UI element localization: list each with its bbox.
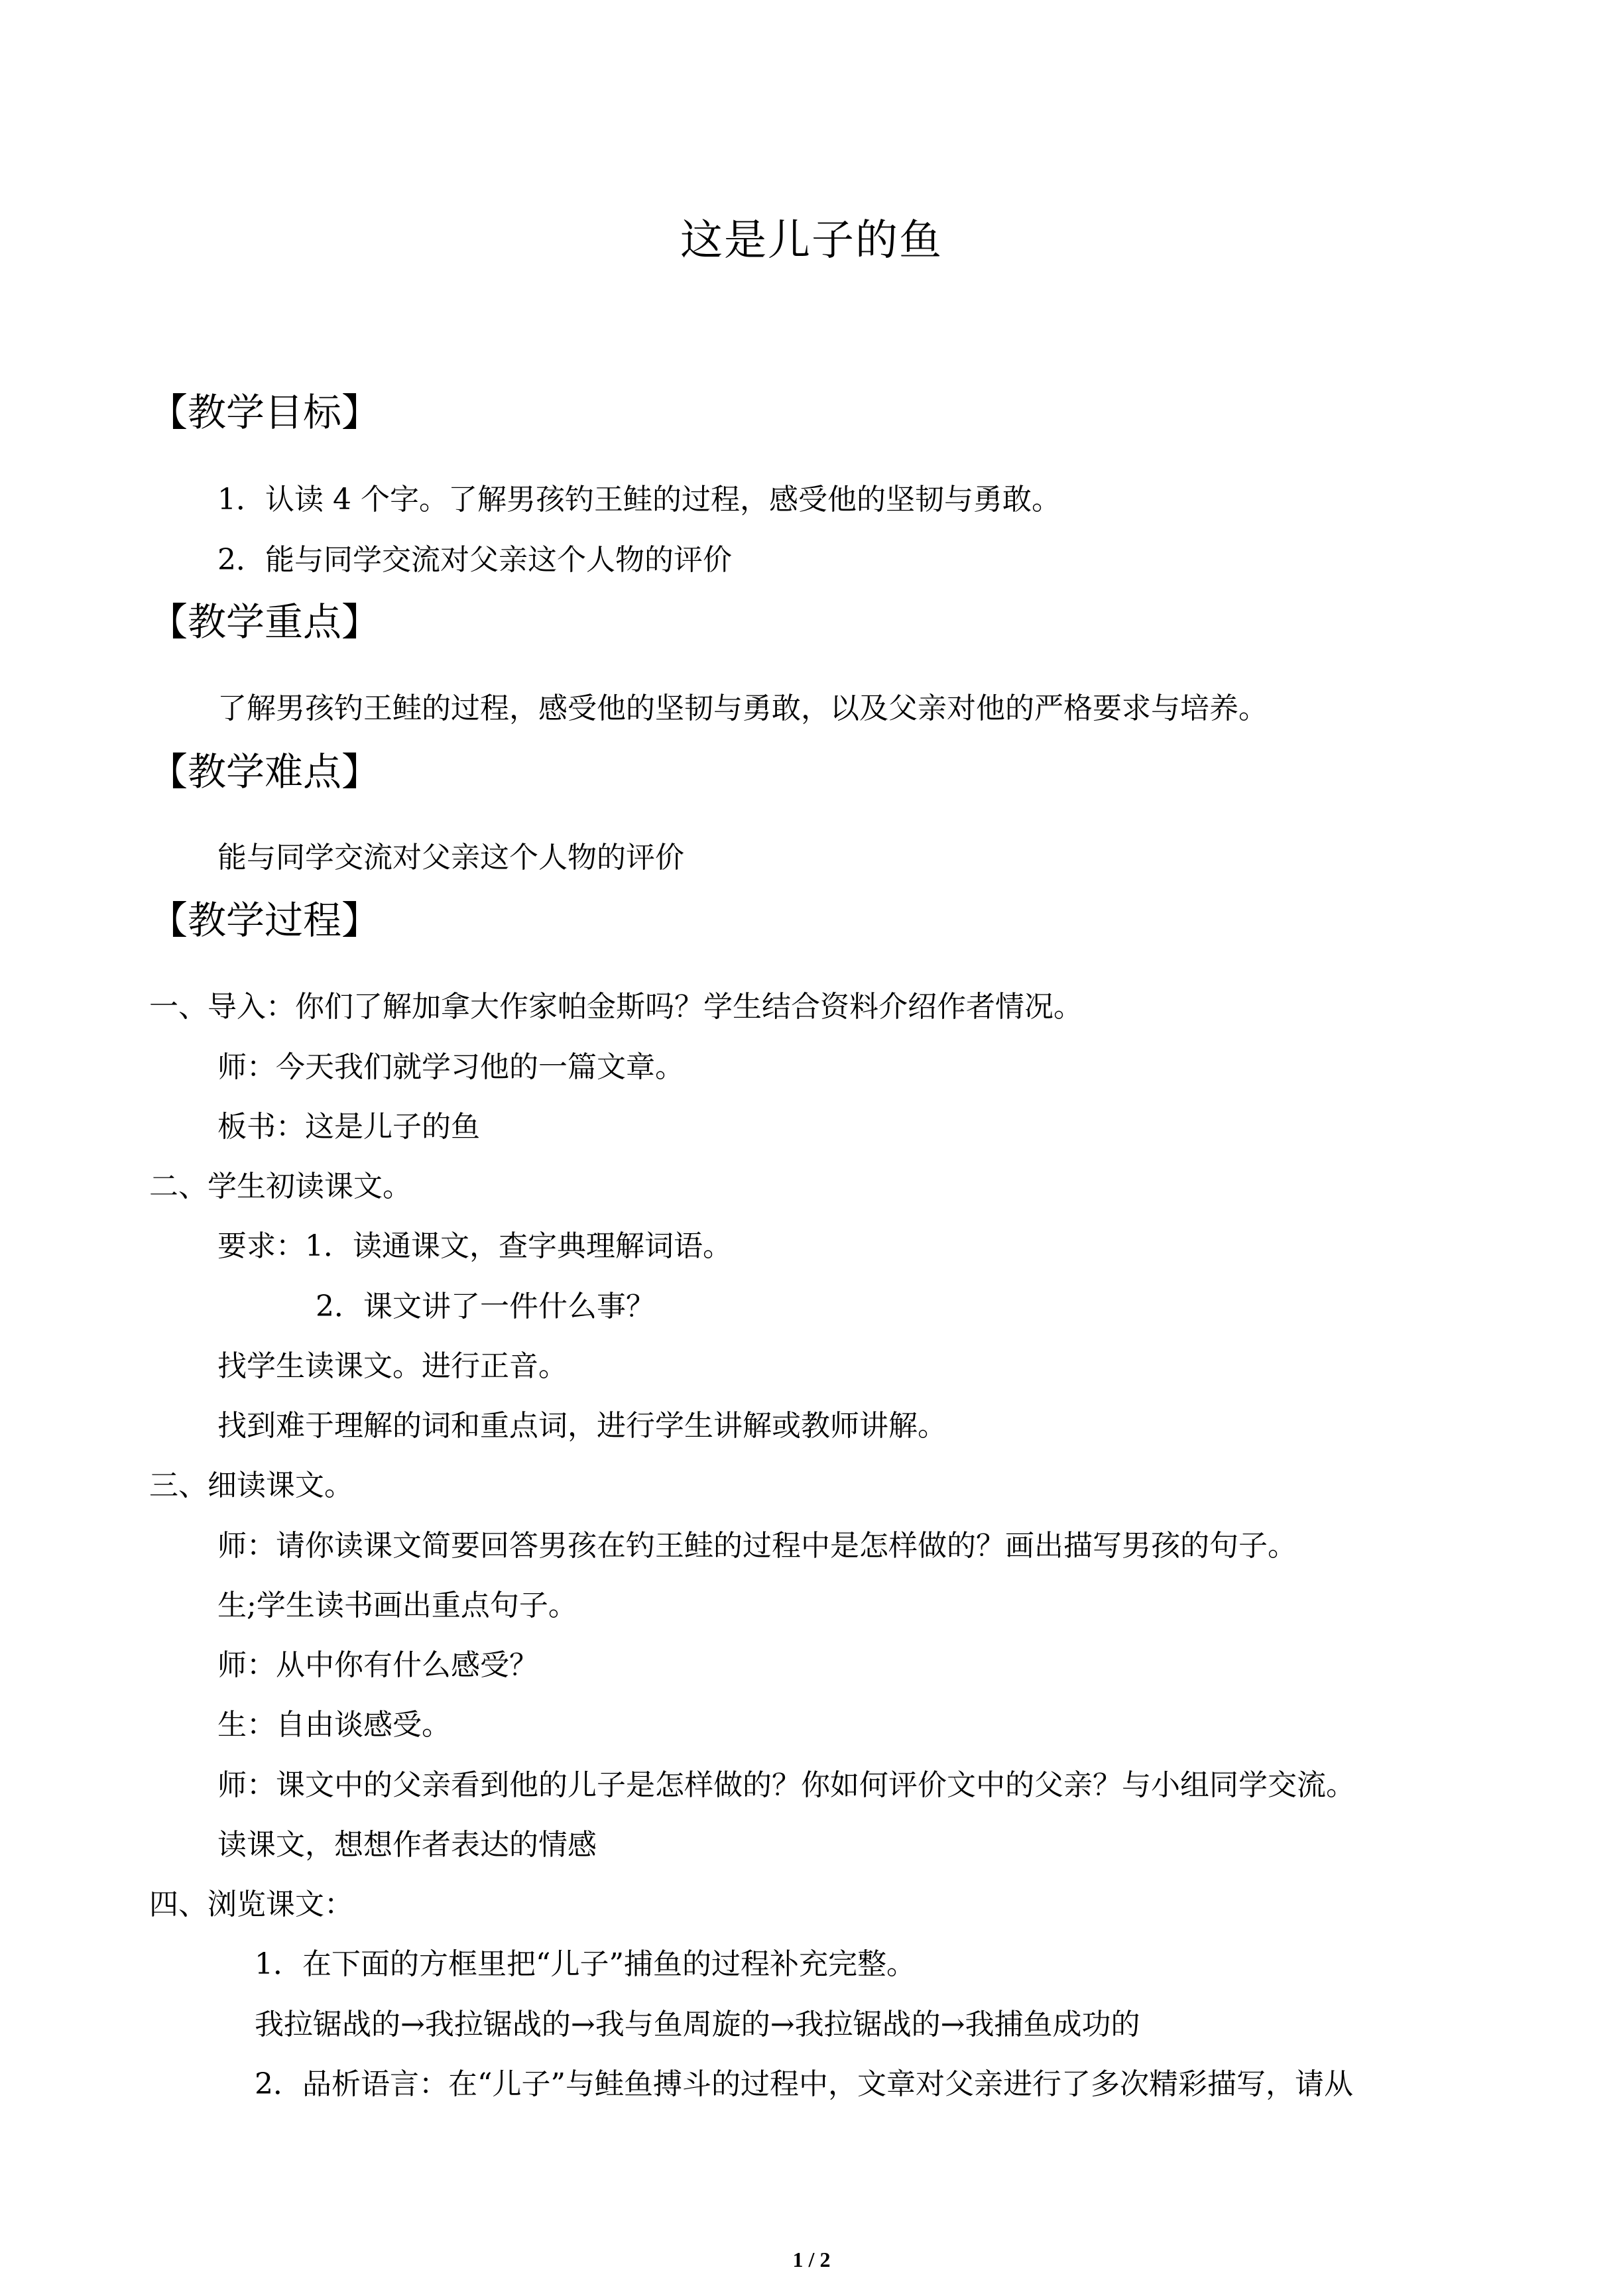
- process-line: 我拉锯战的→我拉锯战的→我与鱼周旋的→我拉锯战的→我捕鱼成功的: [255, 2008, 1140, 2041]
- process-line: 四、浏览课文：: [149, 1888, 353, 1921]
- process-line: 三、细读课文。: [149, 1469, 353, 1502]
- process-line: 找到难于理解的词和重点词，进行学生讲解或教师讲解。: [217, 1409, 947, 1443]
- key-points-text: 了解男孩钓王鲑的过程，感受他的坚韧与勇敢，以及父亲对他的严格要求与培养。: [217, 692, 1268, 725]
- process-line: 师：请你读课文简要回答男孩在钓王鲑的过程中是怎样做的？画出描写男孩的句子。: [217, 1529, 1297, 1563]
- process-line: 读课文，想想作者表达的情感: [217, 1828, 597, 1862]
- objective-item: 2．能与同学交流对父亲这个人物的评价: [217, 543, 732, 577]
- heading-objectives: 【教学目标】: [149, 390, 381, 435]
- heading-process: 【教学过程】: [149, 898, 381, 943]
- process-line: 2．课文讲了一件什么事？: [316, 1290, 655, 1323]
- process-line: 师：课文中的父亲看到他的儿子是怎样做的？你如何评价文中的父亲？与小组同学交流。: [217, 1768, 1355, 1802]
- process-line: 1．在下面的方框里把“儿子”捕鱼的过程补充完整。: [255, 1947, 916, 1981]
- heading-difficulties: 【教学难点】: [149, 749, 381, 794]
- process-line: 师：从中你有什么感受？: [217, 1648, 538, 1682]
- process-line: 要求：1．读通课文，查字典理解词语。: [217, 1229, 732, 1263]
- process-line: 师：今天我们就学习他的一篇文章。: [217, 1050, 684, 1084]
- process-line: 生：自由谈感受。: [217, 1708, 451, 1742]
- process-line: 二、学生初读课文。: [149, 1170, 412, 1203]
- process-line: 生;学生读书画出重点句子。: [217, 1589, 577, 1622]
- heading-key-points: 【教学重点】: [149, 599, 381, 644]
- objective-item: 1．认读 4 个字。了解男孩钓王鲑的过程，感受他的坚韧与勇敢。: [217, 483, 1061, 516]
- document-title: 这是儿子的鱼: [680, 216, 943, 265]
- process-line: 一、导入：你们了解加拿大作家帕金斯吗？学生结合资料介绍作者情况。: [149, 990, 1083, 1024]
- page-number: 1 / 2: [792, 2248, 831, 2271]
- process-line: 板书：这是儿子的鱼: [217, 1110, 480, 1144]
- process-line: 2．品析语言：在“儿子”与鲑鱼搏斗的过程中，文章对父亲进行了多次精彩描写，请从: [255, 2067, 1353, 2101]
- process-line: 找学生读课文。进行正音。: [217, 1349, 568, 1383]
- difficulties-text: 能与同学交流对父亲这个人物的评价: [217, 841, 684, 875]
